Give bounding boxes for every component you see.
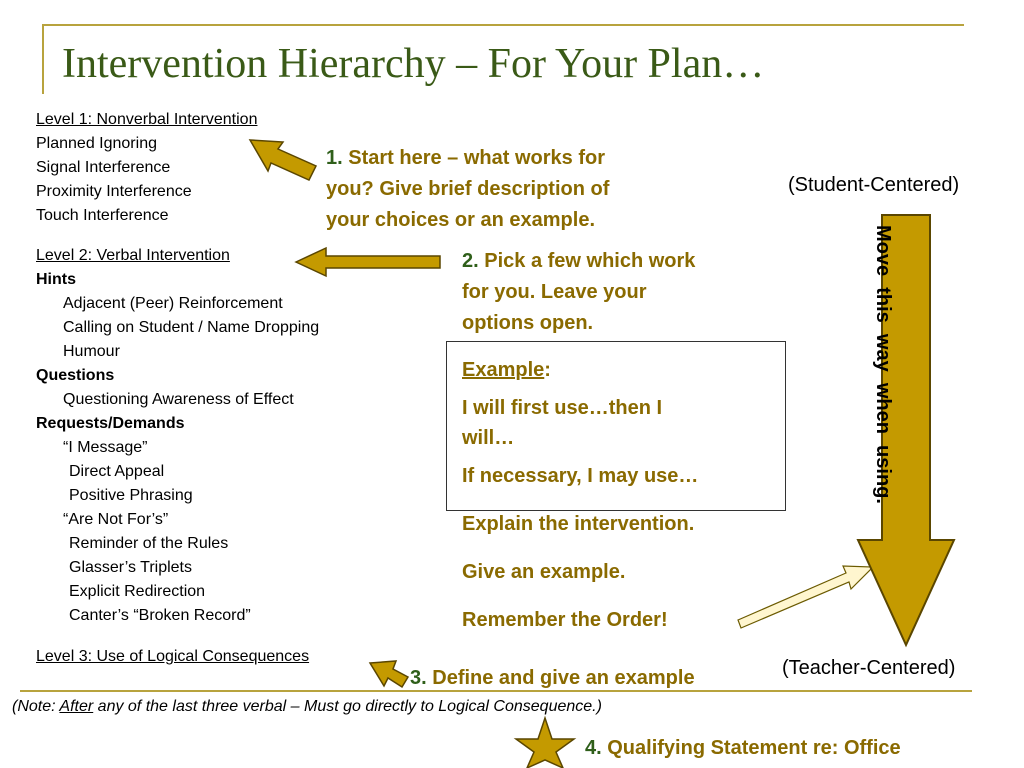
level2-item: Questioning Awareness of Effect	[63, 391, 294, 408]
level2-heading: Level 2: Verbal Intervention	[36, 247, 230, 264]
level2-item: Glasser’s Triplets	[69, 559, 192, 576]
vertical-arrow-text: Move this way when using.	[872, 225, 894, 504]
step4-label: Qualifying Statement re: Office	[607, 737, 901, 759]
note-suffix: any of the last three verbal – Must go directly to Logical Consequence.)	[93, 698, 602, 715]
note-emphasis: After	[59, 698, 94, 715]
step1-line: your choices or an example.	[326, 209, 595, 231]
level3-heading: Level 3: Use of Logical Consequences	[36, 648, 310, 665]
level2-item: Calling on Student / Name Dropping	[63, 319, 320, 336]
level2-item: Adjacent (Peer) Reinforcement	[63, 295, 283, 312]
slide-title: Intervention Hierarchy – For Your Plan…	[62, 41, 765, 87]
step2-number: 2.	[462, 250, 479, 272]
example-line: Remember the Order!	[462, 609, 668, 631]
step3-number: 3.	[410, 667, 427, 689]
level1-item: Planned Ignoring	[36, 135, 157, 152]
step2-line: options open.	[462, 312, 594, 334]
step1-line: you? Give brief description of	[326, 178, 610, 200]
level1-item: Signal Interference	[36, 159, 171, 176]
level2-item: Canter’s “Broken Record”	[69, 607, 251, 624]
student-centered-label: (Student-Centered)	[788, 174, 960, 196]
level2-category: Questions	[36, 367, 115, 384]
level2-category: Requests/Demands	[36, 415, 185, 432]
step2-line: Pick a few which work	[484, 250, 696, 272]
arrow-left-icon	[296, 248, 440, 276]
level1-heading: Level 1: Nonverbal Intervention	[36, 111, 258, 128]
level1-item: Proximity Interference	[36, 183, 192, 200]
example-colon: :	[544, 359, 551, 381]
step1-number: 1.	[326, 147, 343, 169]
level2-item: “I Message”	[63, 439, 148, 456]
star-icon	[516, 718, 574, 768]
step3-label: Define and give an example	[432, 667, 695, 689]
vertical-arrow-caption	[872, 225, 930, 585]
note-prefix: (Note:	[12, 698, 60, 715]
teacher-centered-label: (Teacher-Centered)	[782, 657, 956, 679]
level2-item: Explicit Redirection	[69, 583, 206, 600]
step1-line: Start here – what works for	[348, 147, 605, 169]
level1-item: Touch Interference	[36, 207, 169, 224]
example-line: I will first use…then I	[462, 397, 663, 419]
level2-item: Humour	[63, 343, 120, 360]
level2-item: Reminder of the Rules	[69, 535, 229, 552]
level2-item: Direct Appeal	[69, 463, 165, 480]
level2-item: “Are Not For’s”	[63, 511, 169, 528]
step4-number: 4.	[585, 737, 602, 759]
example-line: If necessary, I may use…	[462, 465, 699, 487]
example-line: Explain the intervention.	[462, 513, 695, 535]
example-line: will…	[462, 427, 515, 449]
example-label: Example	[462, 359, 545, 381]
level2-category: Hints	[36, 271, 76, 288]
example-line: Give an example.	[462, 561, 626, 583]
arrow-left-icon	[370, 661, 408, 687]
level2-item: Positive Phrasing	[69, 487, 193, 504]
arrow-left-icon	[250, 140, 316, 180]
step2-line: for you. Leave your	[462, 281, 647, 303]
arrow-up-right-icon	[738, 566, 873, 628]
